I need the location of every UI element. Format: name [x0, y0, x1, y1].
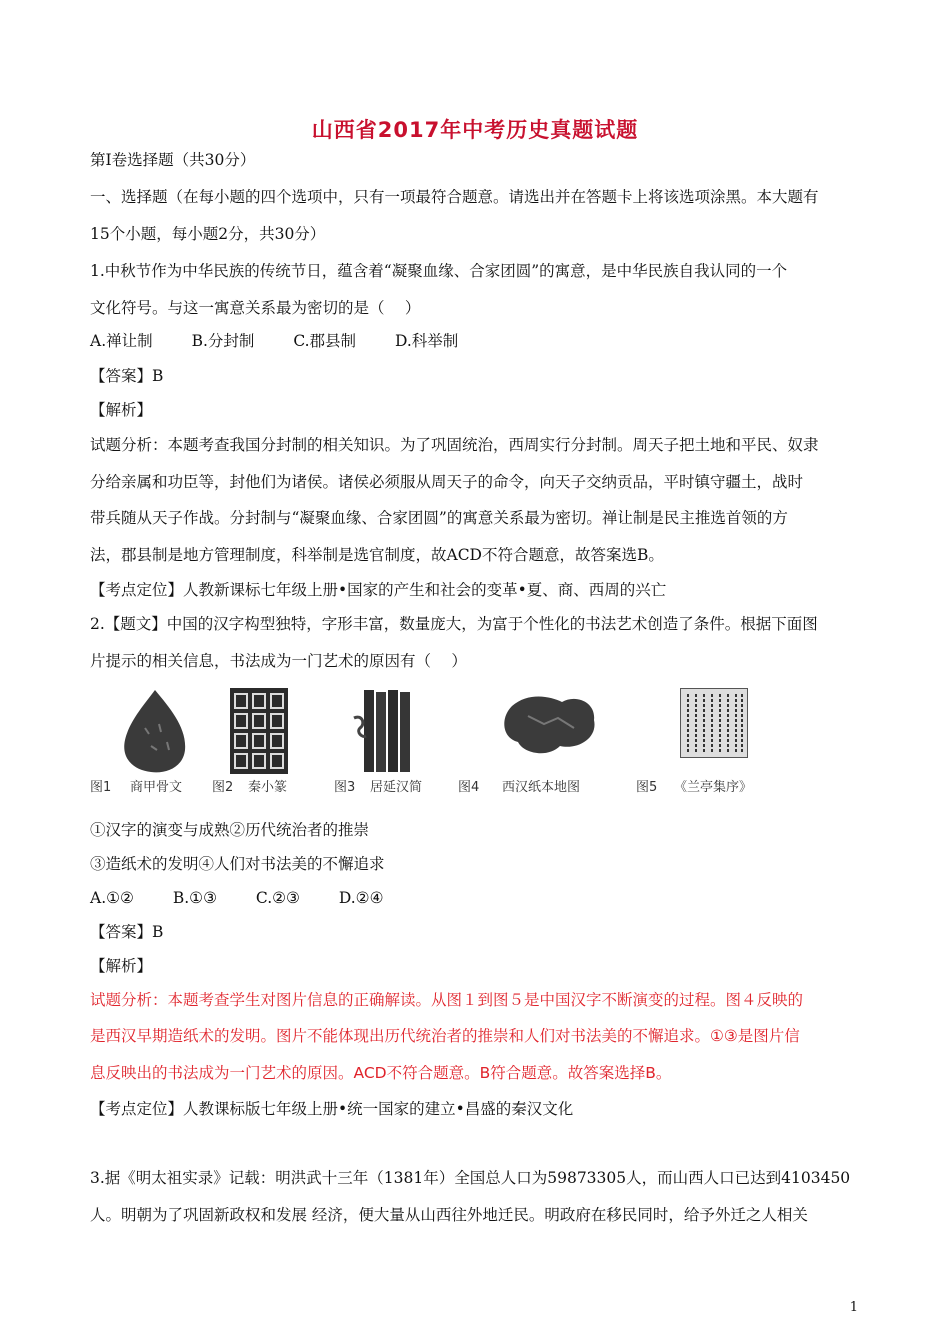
q2-option-b: B.①③	[172, 889, 217, 907]
figure-1-label: 商甲骨文	[130, 780, 183, 795]
section-heading: 第I卷选择题（共30分）	[90, 151, 256, 169]
q2-analysis-line-1: 试题分析：本题考查学生对图片信息的正确解读。从图１到图５是中国汉字不断演变的过程。图４反映的	[90, 991, 804, 1009]
paper-map-image	[498, 688, 602, 760]
instructions-line-1: 一、选择题（在每小题的四个选项中，只有一项最符合题意。请选出并在答题卡上将该选项涂黑。本大题有	[90, 188, 819, 206]
q2-kaodian: 【考点定位】人教课标版七年级上册•统一国家的建立•昌盛的秦汉文化	[90, 1100, 574, 1118]
q1-option-a: A.禅让制	[90, 332, 153, 350]
q2-option-a: A.①②	[90, 889, 134, 907]
page-number: 1	[849, 1300, 858, 1315]
figure-4-number: 图4	[458, 780, 480, 795]
q2-choices-line-2: ③造纸术的发明④人们对书法美的不懈追求	[90, 855, 385, 873]
q1-answer: 【答案】B	[90, 367, 164, 385]
q2-stem-line-2: 片提示的相关信息，书法成为一门艺术的原因有（ ）	[90, 652, 467, 670]
lanting-preface-image	[680, 688, 748, 758]
oracle-bone-image	[115, 688, 195, 776]
q2-stem-line-1: 2.【题文】中国的汉字构型独特，字形丰富，数量庞大，为富于个性化的书法艺术创造了条件。根据下面图	[90, 615, 818, 633]
q1-kaodian: 【考点定位】人教新课标七年级上册•国家的产生和社会的变革•夏、商、西周的兴亡	[90, 581, 667, 599]
figure-5-label: 《兰亭集序》	[674, 780, 753, 795]
q1-options	[90, 331, 492, 351]
figure-1-number: 图1	[90, 780, 112, 795]
q2-analysis-line-3: 息反映出的书法成为一门艺术的原因。ACD不符合题意。B符合题意。故答案选择B。	[90, 1064, 672, 1082]
q1-analysis-line-2: 分给亲属和功臣等，封他们为诸侯。诸侯必须服从周天子的命令，向天子交纳贡品，平时镇守疆土，战时	[90, 473, 804, 491]
q1-option-c: C.郡县制	[293, 332, 357, 350]
q1-analysis-line-4: 法，郡县制是地方管理制度，科举制是选官制度，故ACD不符合题意，故答案选B。	[90, 546, 664, 564]
q3-stem-line-1: 3.据《明太祖实录》记载：明洪武十三年（1381年）全国总人口为59873305人，而山西人口已达到4103450	[90, 1169, 851, 1187]
q1-analysis-line-3: 带兵随从天子作战。分封制与“凝聚血缘、合家团圆”的寓意关系最为密切。禅让制是民主推选首领的方	[90, 509, 788, 527]
instructions-line-2: 15个小题，每小题2分，共30分）	[90, 225, 326, 243]
q1-option-b: B.分封制	[191, 332, 255, 350]
q2-option-c: C.②③	[255, 889, 300, 907]
page-title: 山西省2017年中考历史真题试题	[311, 118, 639, 142]
q1-option-d: D.科举制	[395, 332, 459, 350]
qin-seal-script-image	[230, 688, 288, 774]
q2-option-d: D.②④	[338, 889, 384, 907]
q2-answer: 【答案】B	[90, 923, 164, 941]
q2-analysis-label: 【解析】	[90, 957, 153, 975]
q1-analysis-line-1: 试题分析：本题考查我国分封制的相关知识。为了巩固统治，西周实行分封制。周天子把土地和平民、奴隶	[90, 436, 819, 454]
q2-options	[90, 888, 417, 908]
figure-4-label: 西汉纸本地图	[502, 780, 581, 795]
juyan-bamboo-slips-image	[352, 688, 420, 774]
q2-choices-line-1: ①汉字的演变与成熟②历代统治者的推崇	[90, 821, 370, 839]
q3-stem-line-2: 人。明朝为了巩固新政权和发展 经济，便大量从山西往外地迁民。明政府在移民同时，给予外迁之人相关	[90, 1206, 808, 1224]
figure-5-number: 图5	[636, 780, 658, 795]
figure-2-number: 图2	[212, 780, 234, 795]
figure-3-number: 图3	[334, 780, 356, 795]
q1-stem-line-1: 1.中秋节作为中华民族的传统节日，蕴含着“凝聚血缘、合家团圆”的寓意，是中华民族自我认同的一个	[90, 262, 788, 280]
q1-stem-line-2: 文化符号。与这一寓意关系最为密切的是（ ）	[90, 299, 421, 317]
figure-2-label: 秦小篆	[248, 780, 288, 795]
q2-analysis-line-2: 是西汉早期造纸术的发明。图片不能体现出历代统治者的推崇和人们对书法美的不懈追求。①③是图片信	[90, 1027, 800, 1045]
figure-3-label: 居延汉简	[370, 780, 423, 795]
q1-analysis-label: 【解析】	[90, 401, 153, 419]
q2-figure-captions	[90, 776, 780, 796]
